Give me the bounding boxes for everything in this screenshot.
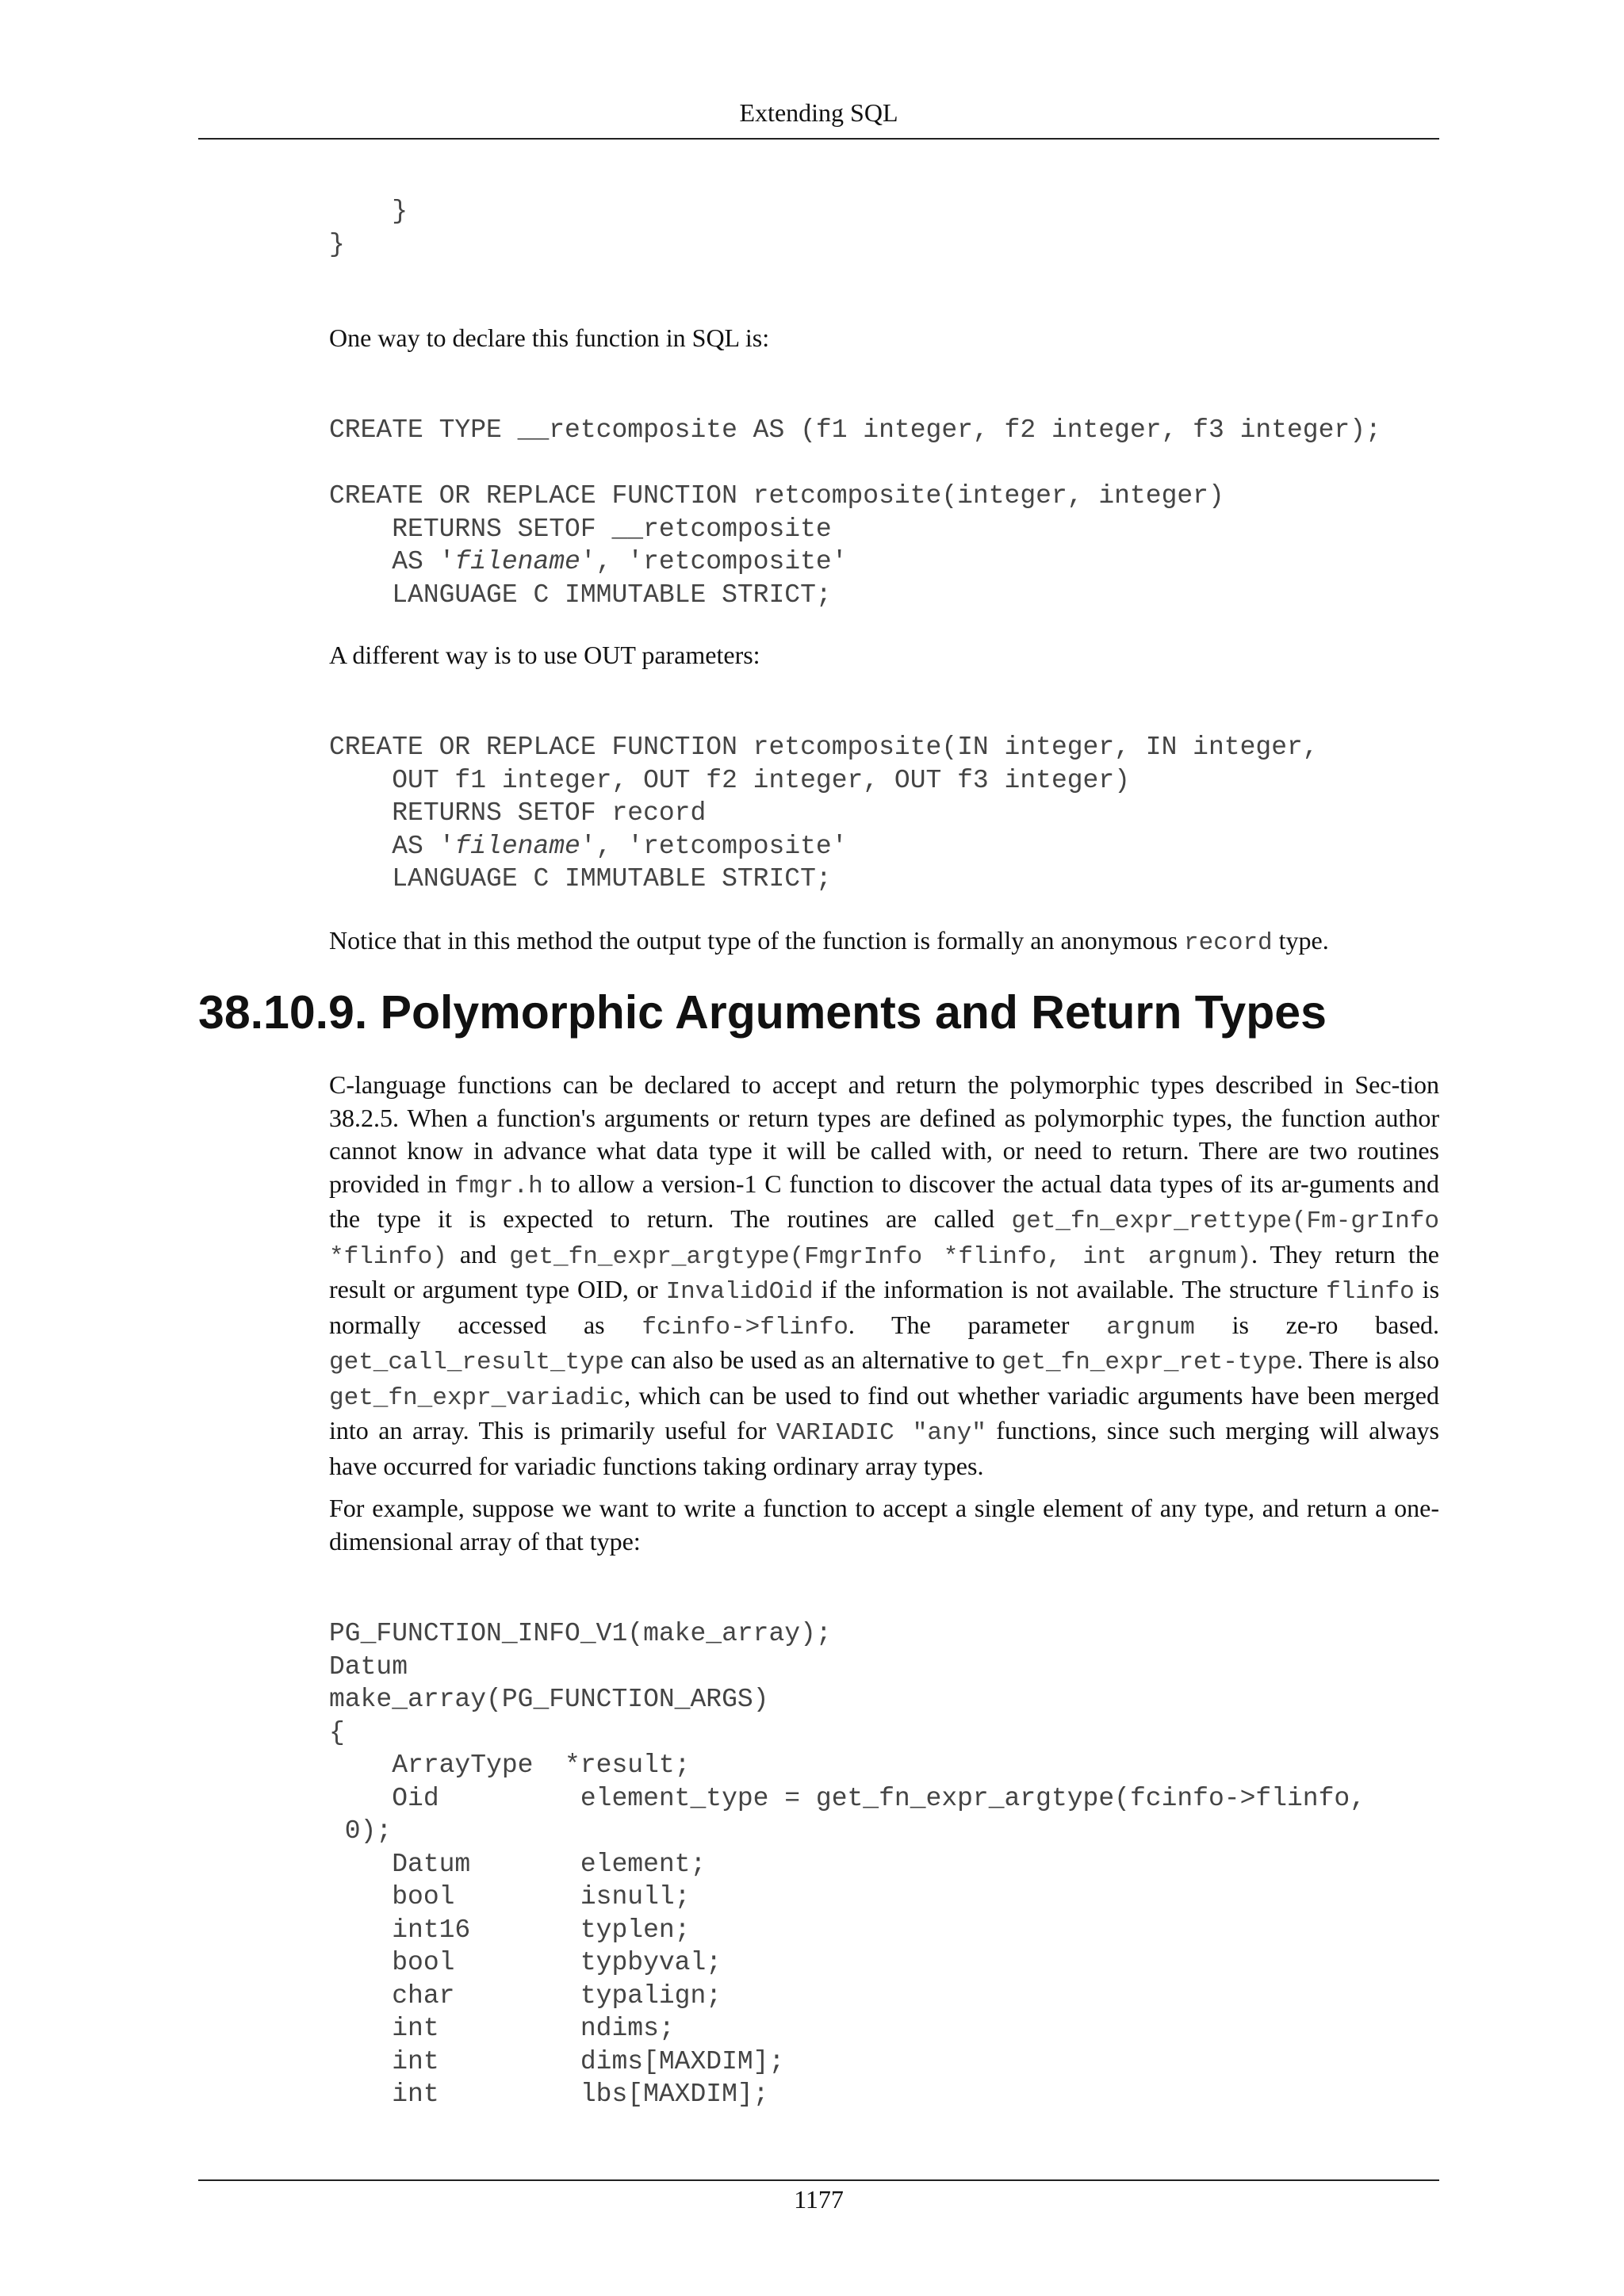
paragraph-declare: One way to declare this function in SQL is: <box>329 323 770 352</box>
inline-code: argnum <box>1106 1313 1195 1341</box>
code-line: LANGUAGE C IMMUTABLE STRICT; <box>329 580 832 610</box>
code-block-closing-braces: } } <box>329 197 408 259</box>
code-line: LANGUAGE C IMMUTABLE STRICT; <box>329 864 832 894</box>
text-run: , which can be used to find out whether variadic arguments have been merged into an array. This is primarily useful for <box>329 1380 1439 1445</box>
inline-code: get_call_result_type <box>329 1349 625 1376</box>
header-rule <box>198 138 1439 140</box>
code-block-make-array: PG_FUNCTION_INFO_V1(make_array); Datum make_array(PG_FUNCTION_ARGS) { ArrayType *result; Oid element_type = get_fn_expr_argtype(fcinfo->flinfo, 0); Datum element; bool isnull; int16 typlen; bool typbyval; char typalign; int ndims; int dims[MAXDIM]; int lbs[MAXDIM]; <box>329 1619 1366 2109</box>
text-run: to allow a version-1 C function to discover the actual data types of its ar-guments and the type it is expected to return. The routines are called <box>329 1169 1440 1233</box>
inline-code: flinfo <box>1326 1278 1415 1306</box>
text-run: is normally accessed as <box>329 1275 1440 1339</box>
code-line: ', 'retcomposite' <box>580 547 848 576</box>
paragraph-polymorphic <box>329 1069 1439 1483</box>
text-run: . They return the result or argument type OID, or <box>329 1239 1439 1303</box>
code-line: CREATE OR REPLACE FUNCTION retcomposite(IN integer, IN integer, <box>329 733 1319 762</box>
footer-rule <box>198 2179 1439 2181</box>
text-run: C-language functions can be declared to accept and return the polymorphic types described in Sec-tion 38.2.5. When a function's arguments or return types are defined as polymorphic types, the function author cannot know in advance what data type it will be called with, or need to return. There are two routines provided in <box>329 1070 1439 1198</box>
inline-code: get_fn_expr_argtype(FmgrInfo *flinfo, int argnum) <box>509 1242 1252 1271</box>
text-run: . There is also <box>1297 1345 1440 1374</box>
inline-code: get_fn_expr_rettype(Fm-grInfo *flinfo) <box>329 1207 1439 1271</box>
paragraph-out-parameters: A different way is to use OUT parameters: <box>329 641 760 669</box>
text-run: Notice that in this method the output type of the function is formally an anonymous <box>329 926 1185 955</box>
inline-code: get_fn_expr_ret-type <box>1002 1349 1297 1376</box>
text-run: can also be used as an alternative to <box>624 1345 1002 1374</box>
code-placeholder-filename: filename <box>454 831 580 861</box>
text-run: is ze-ro based. <box>1194 1310 1440 1339</box>
paragraph-example: For example, suppose we want to write a function to accept a single element of any type, and return a one-dimensional array of that type: <box>329 1494 1439 1556</box>
text-run: . The parameter <box>848 1310 1107 1339</box>
inline-code: get_fn_expr_variadic <box>329 1383 625 1412</box>
code-placeholder-filename: filename <box>454 547 580 576</box>
section-heading: 38.10.9. Polymorphic Arguments and Return Types <box>198 986 1327 1039</box>
inline-code: fmgr.h <box>454 1172 543 1200</box>
inline-code: record <box>1184 929 1273 957</box>
text-run: functions, since such merging will always have occurred for variadic functions taking ordinary array types. <box>329 1416 1440 1480</box>
code-line: RETURNS SETOF record <box>329 798 707 828</box>
paragraph-notice <box>329 924 1439 960</box>
inline-code: VARIADIC "any" <box>776 1419 986 1447</box>
running-header: Extending SQL <box>739 98 898 127</box>
code-block-sql-out-params <box>329 731 1319 896</box>
code-line: CREATE OR REPLACE FUNCTION retcomposite(integer, integer) <box>329 481 1224 511</box>
code-line: OUT f1 integer, OUT f2 integer, OUT f3 integer) <box>329 765 1130 795</box>
text-run: if the information is not available. The structure <box>813 1275 1327 1303</box>
page-number: 1177 <box>794 2185 844 2214</box>
code-line: CREATE TYPE __retcomposite AS (f1 integer, f2 integer, f3 integer); <box>329 415 1381 445</box>
text-run: type. <box>1272 926 1329 955</box>
code-line: AS ' <box>329 547 455 576</box>
code-block-sql-composite-type <box>329 414 1381 611</box>
inline-code: InvalidOid <box>665 1278 814 1306</box>
code-line: ', 'retcomposite' <box>580 831 848 861</box>
code-line: AS ' <box>329 831 455 861</box>
inline-code: fcinfo->flinfo <box>642 1313 848 1341</box>
text-run: and <box>446 1239 510 1269</box>
code-line: RETURNS SETOF __retcomposite <box>329 514 832 544</box>
